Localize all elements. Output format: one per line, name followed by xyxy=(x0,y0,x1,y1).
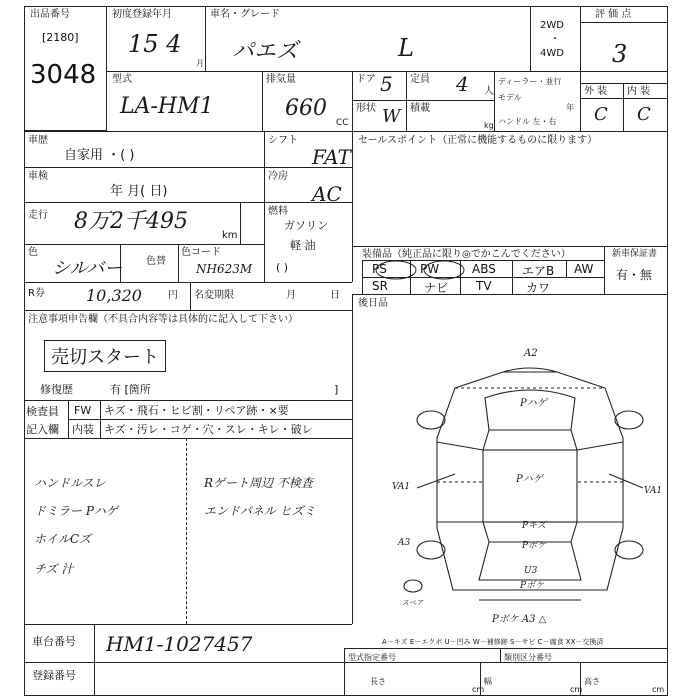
type-value: LA-HM1 xyxy=(120,94,214,119)
load-label: 積載 xyxy=(410,103,430,114)
exterior-label: 外 装 xyxy=(584,86,608,97)
fuel-label: 燃料 xyxy=(268,206,288,217)
history-label: 車歴 xyxy=(28,135,48,146)
drive-4wd: 4WD xyxy=(540,48,564,59)
note-left-3: ホイルCズ xyxy=(34,532,92,546)
capacity-label: 定員 xyxy=(410,74,430,85)
lot-number: 3048 xyxy=(30,60,97,90)
name-change-month: 月 xyxy=(286,290,296,301)
equip-ps: PS xyxy=(372,262,387,276)
lot-sub: [2180] xyxy=(42,31,79,44)
capacity-unit: 人 xyxy=(484,86,494,97)
model-label: 車名・グレード xyxy=(210,9,280,20)
exterior-value: C xyxy=(594,104,608,125)
shape-value: W xyxy=(382,106,401,127)
fw-items: キズ・飛石・ヒビ割・リペア跡・×要 xyxy=(104,404,289,417)
fuel-value-2: 軽 油 xyxy=(290,239,316,252)
interior-label: 内 装 xyxy=(627,86,651,97)
first-reg-month-unit: 月 xyxy=(196,59,204,68)
drive-dot: ・ xyxy=(550,34,560,45)
equip-pw: PW xyxy=(420,262,440,276)
equip-airbag: エアB xyxy=(522,264,555,278)
note-right-2: エンドパネル ヒズミ xyxy=(204,504,316,518)
equip-aw: AW xyxy=(574,262,594,276)
equip-abs: ABS xyxy=(472,262,496,276)
damage-legend: A－キズ E－エクボ U－凹み W－補修跡 S－サビ C－腐食 XX－交換済 xyxy=(382,638,604,646)
note-left-4: チズ 汁 xyxy=(34,562,74,576)
year-unit: 年 xyxy=(566,103,574,112)
mileage-unit: km xyxy=(222,230,238,241)
capacity-value: 4 xyxy=(456,72,469,96)
doors-label: ドア xyxy=(356,74,376,85)
color-code-value: NH623M xyxy=(196,262,253,276)
mileage-value: 8万2千495 xyxy=(74,209,188,234)
equip-leather: カワ xyxy=(526,281,551,295)
note-right-1: Rゲート周辺 不検査 xyxy=(204,476,313,490)
shape-label: 形状 xyxy=(356,103,376,114)
length-unit: cm xyxy=(472,685,485,694)
mark-hood: Pハゲ xyxy=(520,398,547,409)
color-value: シルバー xyxy=(52,258,123,279)
equip-sr: SR xyxy=(372,279,388,293)
equip-navi: ナビ xyxy=(424,281,449,295)
mark-bottom: Pボケ A3 △ xyxy=(492,614,547,625)
int-label: 内装 xyxy=(72,423,94,436)
grade-value: L xyxy=(398,34,414,62)
model-year-label: モデル xyxy=(498,93,522,102)
history-value: 自家用 ・( ) xyxy=(64,148,135,163)
shift-value: FAT xyxy=(312,145,351,169)
lot-label: 出品番号 xyxy=(30,9,70,20)
ac-label: 冷房 xyxy=(268,171,288,182)
recycle-label: R券 xyxy=(28,288,45,299)
fuel-value-3: ( ) xyxy=(276,261,289,274)
drive-2wd: 2WD xyxy=(540,20,564,31)
registration-label: 登録番号 xyxy=(32,669,76,682)
type-cert-label: 型式指定番号 xyxy=(348,653,396,662)
mark-rear-mid: Pキズ xyxy=(522,521,546,531)
circle-marks xyxy=(362,258,472,282)
equip-tv: TV xyxy=(476,279,492,293)
mark-left-rear: A3 xyxy=(398,538,411,548)
shift-label: シフト xyxy=(268,135,298,146)
mark-rear-c: Pボケ xyxy=(520,581,545,591)
color-code-label: 色コード xyxy=(181,247,221,258)
equipment-label: 装備品（純正品に限り◎でかこんでください） xyxy=(362,249,571,260)
grade-box-label: 評 価 点 xyxy=(595,9,632,20)
model-value: パエズ xyxy=(232,39,299,64)
int-items: キズ・汚レ・コゲ・穴・スレ・キレ・破レ xyxy=(104,423,313,436)
sold-sticker: 売切スタート xyxy=(44,340,166,372)
class-label: 類別区分番号 xyxy=(504,653,552,662)
mark-rear-a: Pボケ xyxy=(522,541,547,551)
displacement-value: 660 xyxy=(285,96,327,121)
warranty-label: 新車保証書 xyxy=(612,249,658,259)
recycle-value: 10,320 xyxy=(86,286,142,305)
width-unit: cm xyxy=(570,685,583,694)
repair-close: ] xyxy=(334,383,339,396)
height-label: 高さ xyxy=(584,677,600,686)
inspector-label-2: 記入欄 xyxy=(26,423,59,436)
note-left-1: ハンドルスレ xyxy=(34,476,106,490)
mark-spare: スペア xyxy=(402,599,423,607)
mark-top: A2 xyxy=(524,348,538,359)
inspection-value: 年 月( 日) xyxy=(110,184,168,199)
chassis-label: 車台番号 xyxy=(32,635,76,648)
repair-label: 修復歴 xyxy=(40,383,73,396)
interior-value: C xyxy=(637,104,651,125)
inspector-label-1: 検査員 xyxy=(26,405,59,418)
repair-value: 有 [箇所 xyxy=(110,383,151,396)
width-label: 幅 xyxy=(484,677,492,686)
note-left-2: ドミラー Pハゲ xyxy=(34,504,118,518)
displacement-label: 排気量 xyxy=(266,74,296,85)
length-label: 長さ xyxy=(370,677,386,686)
dealer-label: ディーラー・並行 xyxy=(498,77,562,86)
mark-roof: Pハゲ xyxy=(516,474,543,485)
chassis-value: HM1-1027457 xyxy=(106,632,253,656)
recycle-unit: 円 xyxy=(168,290,178,301)
mark-rear-b: U3 xyxy=(524,566,538,576)
caution-label: 注意事項申告欄（不具合内容等は具体的に記入して下さい） xyxy=(28,314,298,325)
mark-right-side: VA1 xyxy=(644,486,663,496)
mileage-label: 走行 xyxy=(28,210,48,221)
inspection-label: 車検 xyxy=(28,171,48,182)
fw-label: FW xyxy=(74,404,92,417)
load-unit: kg xyxy=(484,121,494,130)
color-change-label: 色替 xyxy=(146,256,166,267)
doors-value: 5 xyxy=(380,72,393,96)
first-reg-label: 初度登録年月 xyxy=(112,9,172,20)
name-change-day: 日 xyxy=(330,290,340,301)
first-reg-value: 15 4 xyxy=(128,30,182,58)
handle-label: ハンドル 左・右 xyxy=(498,117,557,126)
color-label: 色 xyxy=(28,247,38,258)
height-unit: cm xyxy=(652,685,665,694)
sales-points-label: セールスポイント（正常に機能するものに限ります） xyxy=(358,135,598,146)
ac-value: AC xyxy=(312,182,342,206)
warranty-value: 有・無 xyxy=(616,268,653,282)
name-change-label: 名変期限 xyxy=(194,290,234,301)
grade-box-value: 3 xyxy=(612,40,628,68)
displacement-unit: CC xyxy=(336,118,349,128)
fuel-value-1: ガソリン xyxy=(284,219,328,232)
mark-left-side: VA1 xyxy=(392,482,411,492)
type-label: 型式 xyxy=(112,74,132,85)
later-label: 後日品 xyxy=(358,298,388,309)
